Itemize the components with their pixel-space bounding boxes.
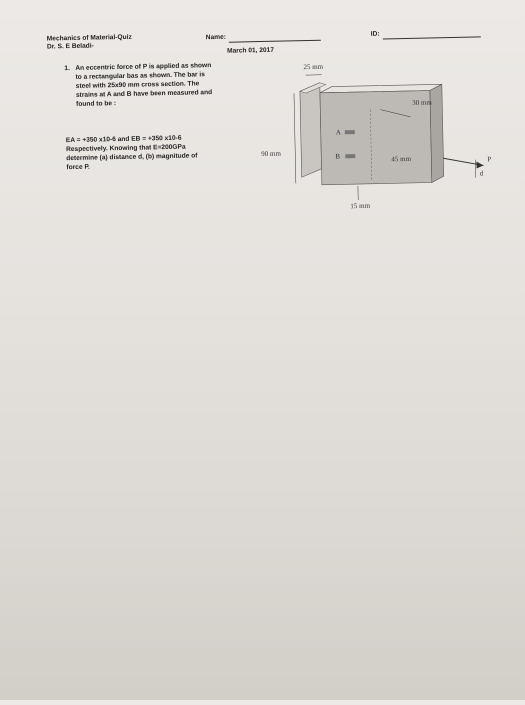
force-arrowhead xyxy=(476,161,483,168)
dim-30-label: 30 mm xyxy=(412,98,432,106)
support-front xyxy=(300,83,322,177)
label-a: A xyxy=(336,128,341,136)
given-line: force P. xyxy=(66,163,90,172)
dim-45-label: 45 mm xyxy=(391,155,411,163)
dim-90-line xyxy=(294,93,296,183)
problem-line: An eccentric force of P is applied as shown xyxy=(75,61,211,73)
given-line: Respectively. Knowing that E=200GPa xyxy=(66,143,186,155)
id-label: ID: xyxy=(371,30,380,39)
dim-90-label: 90 mm xyxy=(261,150,281,158)
quiz-date: March 01, 2017 xyxy=(227,46,274,56)
label-d: d xyxy=(480,169,484,177)
dim-15-label: 15 mm xyxy=(350,202,370,210)
problem-line: strains at A and B have been measured and xyxy=(76,88,212,100)
label-b: B xyxy=(335,152,340,160)
course-title: Mechanics of Material-Quiz xyxy=(47,33,132,44)
problem-line: to a rectangular bas as shown. The bar is xyxy=(75,70,205,82)
instructor-name: Dr. S. E Beladi- xyxy=(47,42,94,52)
label-p: P xyxy=(487,155,491,163)
name-label: Name: xyxy=(206,33,226,42)
problem-line: found to be : xyxy=(76,99,116,109)
given-line: determine (a) distance d, (b) magnitude of xyxy=(66,151,197,163)
strain-gauge-a xyxy=(345,130,355,134)
id-line xyxy=(383,36,481,39)
strain-values: EA = +350 x10-6 and EB = +350 x10-6 xyxy=(66,134,182,145)
problem-number: 1. xyxy=(64,64,70,73)
strain-gauge-b xyxy=(345,154,355,158)
bar-figure xyxy=(259,47,517,212)
bar-end-face xyxy=(430,84,444,182)
dim-25-label: 25 mm xyxy=(303,63,323,71)
name-line xyxy=(229,40,321,43)
problem-line: steel with 25x90 mm cross section. The xyxy=(76,79,200,91)
